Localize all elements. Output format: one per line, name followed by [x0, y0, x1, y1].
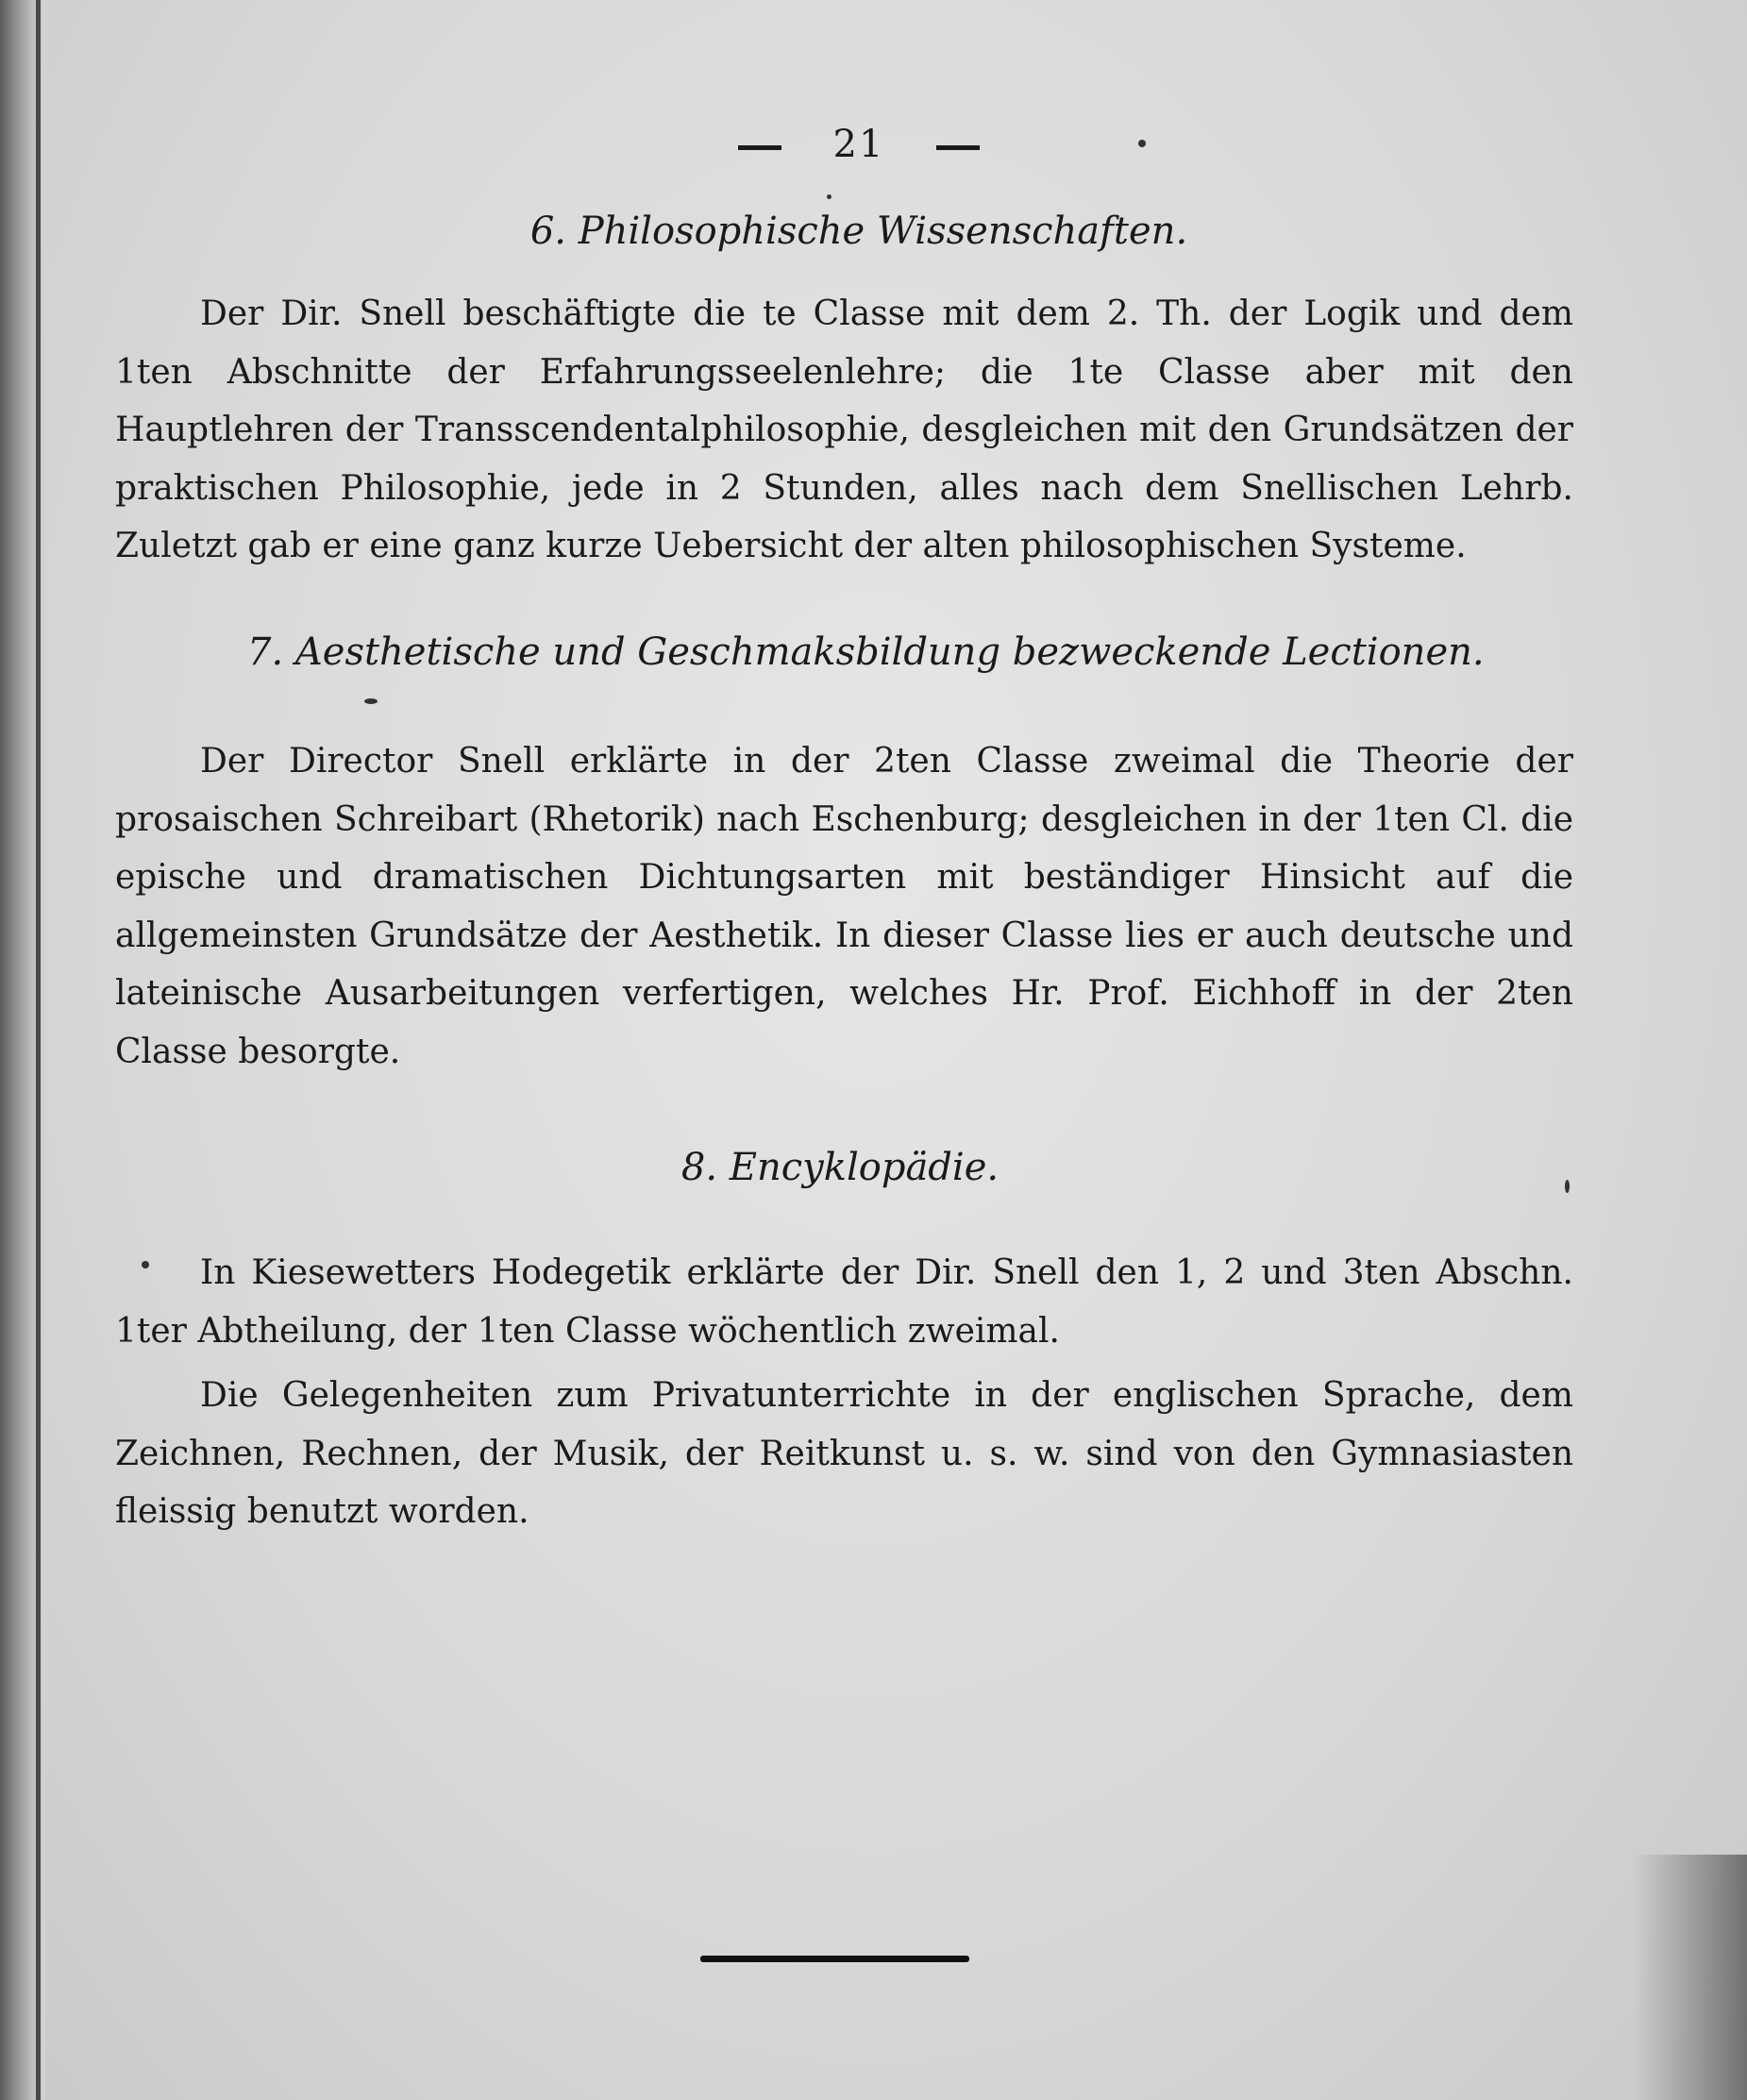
paper-speck	[1138, 140, 1146, 147]
section-paragraph-encyclopedia-1: In Kiesewetters Hodegetik erklärte der Dir. Snell den 1, 2 und 3ten Abschn. 1ter Abtheilung, der 1ten Classe wöchentlich zweimal.	[115, 1253, 1573, 1351]
page-binding-edge	[36, 0, 41, 2100]
page-number-left-dash	[738, 145, 781, 150]
section-heading-philosophy: 6. Philosophische Wissenschaften.	[529, 210, 1188, 253]
closing-rule	[700, 1956, 969, 1962]
paper-speck	[1565, 1180, 1570, 1193]
section-paragraph-philosophy: Der Dir. Snell beschäftigte die te Classe mit dem 2. Th. der Logik und dem 1ten Abschnitte der Erfahrungsseelenlehre; die 1te Classe aber mit den Hauptlehren der Transscendentalphilosophie, desgleichen mit den Grundsätzen der praktischen Philosophie, jede in 2 Stunden, alles nach dem Snellischen Lehrb. Zuletzt gab er eine ganz kurze Uebersicht der alten philosophischen Systeme.	[115, 294, 1573, 565]
page-number-right-dash	[936, 145, 980, 150]
paper-speck	[827, 194, 832, 199]
section-heading-encyclopedia: 8. Encyklopädie.	[680, 1146, 999, 1189]
section-paragraph-aesthetics: Der Director Snell erklärte in der 2ten Classe zweimal die Theorie der prosaischen Schreibart (Rhetorik) nach Eschenburg; desgleichen in der 1ten Cl. die epische und dramatischen Dichtungsarten mit beständiger Hinsicht auf die allgemeinsten Grundsätze der Aesthetik. In dieser Classe lies er auch deutsche und lateinische Ausarbeitungen verfertigen, welches Hr. Prof. Eichhoff in der 2ten Classe besorgte.	[115, 742, 1573, 1071]
section-paragraph-encyclopedia-2: Die Gelegenheiten zum Privatunterrichte in der englischen Sprache, dem Zeichnen, Rechnen, der Musik, der Reitkunst u. s. w. sind von den Gymnasiasten fleissig benutzt worden.	[115, 1376, 1573, 1531]
page-number-line	[661, 123, 1057, 166]
page-corner-shadow	[1634, 1855, 1747, 2100]
paper-speck	[364, 698, 378, 704]
paper-speck	[142, 1261, 149, 1268]
page-number: 21	[832, 123, 885, 166]
section-heading-aesthetics: 7. Aesthetische und Geschmaksbildung bezweckende Lectionen.	[247, 630, 1485, 674]
